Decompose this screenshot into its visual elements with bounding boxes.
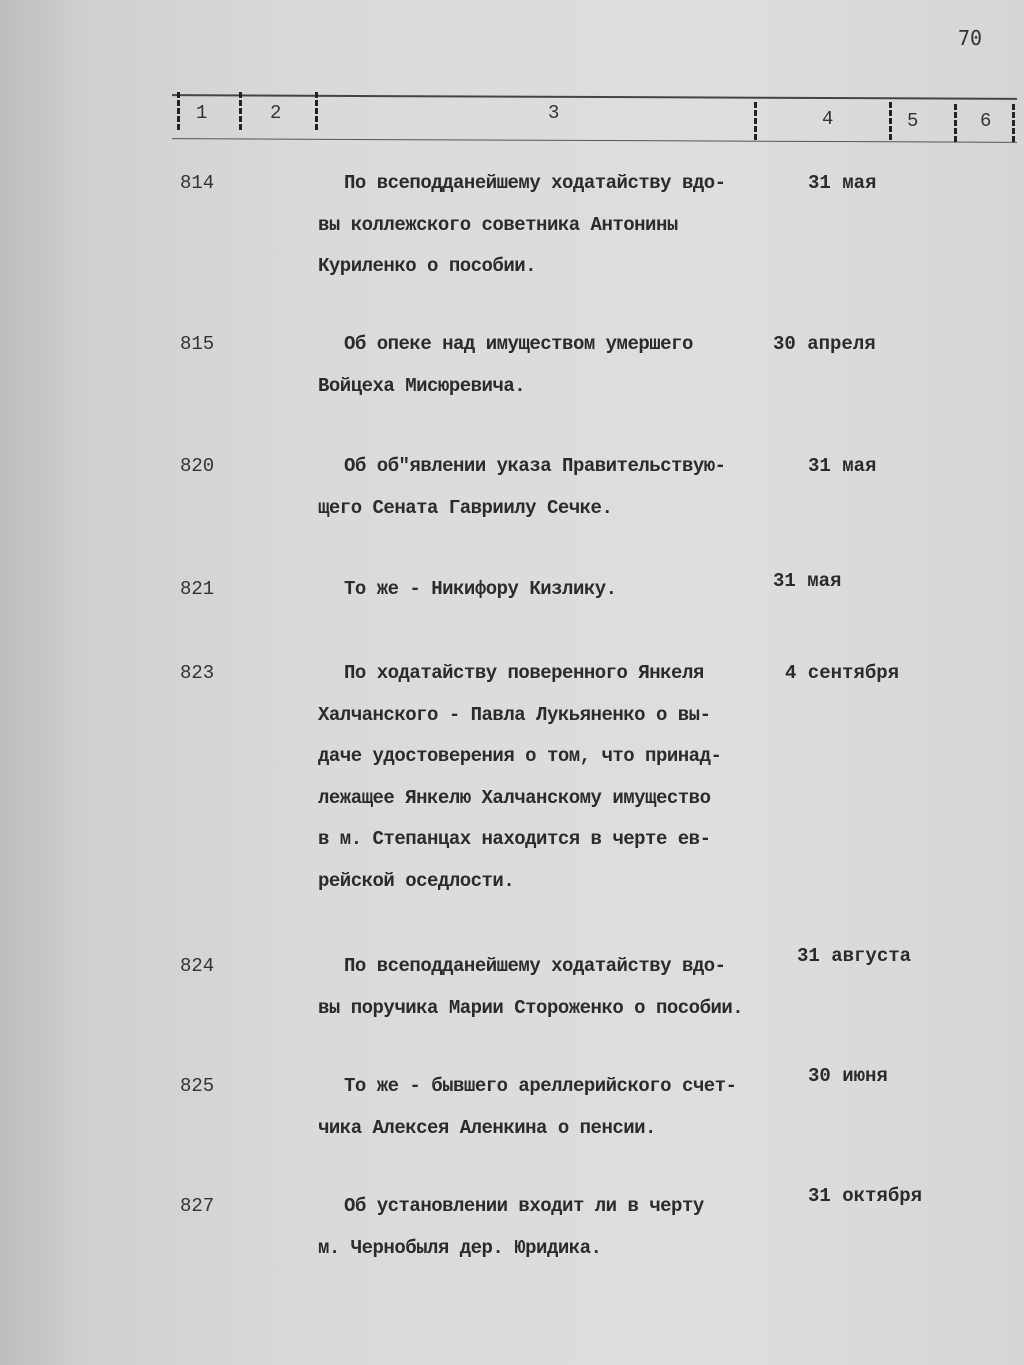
column-header-1: 1 [196,102,208,124]
table-header [172,92,1017,144]
record-text-line: щего Сената Гавриилу Сечке. [318,496,613,519]
record-number: 815 [180,333,215,355]
record-date: 31 мая [808,455,877,477]
column-separator [177,92,180,130]
record-text-line: рейской оседлости. [318,869,515,892]
record-date: 30 апреля [773,333,876,355]
record-text-line: Об опеке над имуществом умершего [344,333,693,355]
record-text-line: По всеподданейшему ходатайству вдо- [344,955,726,977]
record-number: 821 [180,578,215,600]
record-date: 31 августа [797,945,912,967]
page-number: 70 [958,26,983,50]
column-header-4: 4 [822,108,834,130]
column-separator [315,92,318,130]
record-text-line: Об об"явлении указа Правительствую- [344,455,726,477]
record-number: 820 [180,455,215,477]
record-number: 814 [180,172,215,194]
record-text-line: То же - бывшего ареллерийского счет- [344,1075,737,1097]
record-text-line: вы коллежского советника Антонины [318,213,678,236]
column-separator [1012,104,1015,142]
record-date: 31 октября [808,1185,923,1207]
record-date: 31 мая [773,570,842,592]
column-header-5: 5 [907,110,919,132]
record-text-line: лежащее Янкелю Халчанскому имущество [318,786,711,809]
column-header-2: 2 [270,102,282,124]
column-separator [239,92,242,130]
record-text-line: вы поручика Марии Стороженко о пособии. [318,996,744,1019]
record-text-line: даче удостоверения о том, что принад- [318,745,722,767]
record-number: 825 [180,1075,215,1097]
record-number: 823 [180,662,215,684]
record-text-line: Халчанского - Павла Лукьяненко о вы- [318,703,711,726]
record-text-line: Куриленко о пособии. [318,255,537,277]
column-separator [954,104,957,142]
column-header-3: 3 [548,102,560,124]
record-text-line: По всеподданейшему ходатайству вдо- [344,172,726,194]
record-text-line: Об установлении входит ли в черту [344,1195,704,1217]
column-separator [754,102,757,140]
record-date: 4 сентября [785,662,900,684]
record-text-line: в м. Степанцах находится в черте ев- [318,828,711,850]
record-text-line: м. Чернобыля дер. Юридика. [318,1236,602,1259]
record-number: 827 [180,1195,215,1217]
header-top-rule [172,94,1017,100]
column-separator [889,102,892,140]
record-text-line: По ходатайству поверенного Янкеля [344,662,704,684]
record-text-line: чика Алексея Аленкина о пенсии. [318,1116,656,1139]
record-text-line: То же - Никифору Кизлику. [344,578,617,600]
record-date: 30 июня [808,1065,888,1087]
column-header-6: 6 [980,110,992,132]
record-date: 31 мая [808,172,877,194]
record-number: 824 [180,955,215,977]
record-text-line: Войцеха Мисюревича. [318,374,526,397]
